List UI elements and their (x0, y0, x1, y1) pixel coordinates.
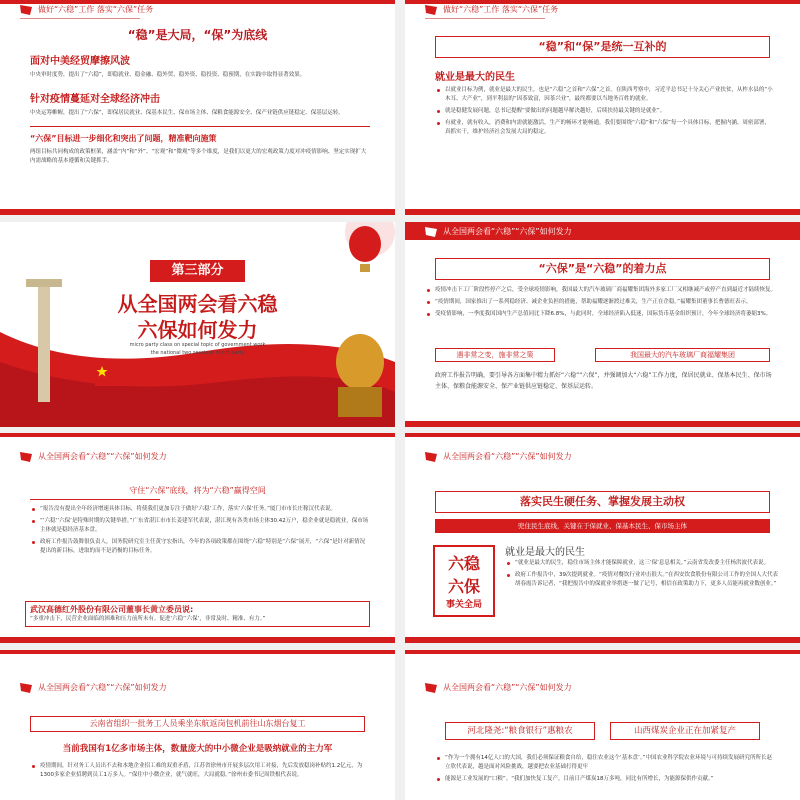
header-underline (425, 18, 545, 19)
red-banner: 兜住民生底线，关键在于保就业、保基本民生、保市场主体 (435, 519, 770, 533)
bottom-bar (0, 209, 395, 215)
slide-title: 落实民生硬任务、掌握发展主动权 (435, 491, 770, 513)
bottom-bar (405, 637, 800, 643)
bullet: 以就业目标为例，就业是最大的民生，也是“六稳”之首和“六保”之首。在陕西考察中，习近平总书记十分关心产业扶贫，从柞水县的“小木耳、大产业”，到平利县的“因茶致富，因茶兴业”，最终都要以当地务百姓的就业。 (435, 86, 775, 104)
section-text: 中央审时度势，提出了“六稳”，即稳就业、稳金融、稳外贸、稳外资、稳投资、稳预期，在实践中取得显著效果。 (30, 72, 306, 78)
bullet-list (30, 762, 370, 783)
bullet: “‘六稳’‘六保’是特殊时期的关键举措。”广东省湛江市市长姜建军代表说，湛江现有各类市场主体30.42万户，稳企业就是稳就业，保市场主体就是稳经济基本盘。 (30, 517, 370, 535)
slide-title: “稳”和“保”是统一互补的 (435, 36, 770, 58)
bottom-bar (0, 637, 395, 643)
bullet: 疫情期间，针对务工人员出不去和本地企业招工难的双重矛盾，江苏省徐州市开展多层次用工对接，先后发放稳岗补贴约1.2亿元，为1300多家企业招聘到员工1万多人。“保住中小微企业，就气就旺，大局就稳。”徐州市委书记周铁根代表说。 (30, 762, 370, 780)
section-text: 两组目标共同构成的政策框架，涵盖“内”和“外”、“宏观”和“微观”等多个维度，是我们以更大的宏观政策力度对冲疫情影响、坚定实现扩大内需战略的基本遵循和关键抓手。 (30, 149, 367, 164)
tag: 山西煤炭企业正在加紧复产 (610, 722, 760, 740)
bullet: “疫情期间，国家推出了一系列稳经济、减企业负担的措施，帮助福耀逐渐渡过难关，生产正在企稳。”福耀集团董事长曹德旺表示。 (425, 298, 780, 307)
slide-header: 从全国两会看“六稳”“六保”如何发力 (425, 226, 572, 237)
bullet-list (435, 754, 775, 787)
bullet: “作为一个拥有14亿人口的大国，我们必须保证粮食自给，稳住农业这个‘基本盘’。”中国农业科学院农业环境与可持续发展研究所所长赵立欣代表说，越是面对风险挑战，越要把农业基础打得更牢 (435, 754, 775, 772)
bullet: 有就业，就有收入，消费和内需就能激活，生产的畅环才能畅通。我们要围绕“六稳”和“六保”每一个具体目标，把握内涵、周密部署，真抓实干，维护经济社会发展大局的稳定。 (435, 119, 775, 137)
slide-4[interactable] (405, 222, 800, 427)
slide-title: 守住“六保”底线，将为“六稳”赢得空间 (129, 486, 266, 495)
tag: 我国最大的汽车玻璃厂商福耀集团 (595, 348, 770, 362)
cover-title-line1: 从全国两会看六稳 (117, 292, 278, 316)
content (30, 52, 370, 166)
side-box (433, 545, 495, 617)
top-bar (0, 650, 395, 654)
bullet: 能源是工业发展的“口粮”。“我们加快复工复产，目前日产煤炭18万多吨，同比有所增长，为能源保供作贡献。” (435, 775, 775, 784)
slide-header: 做好“六稳”工作 落实“六保”任务 (20, 4, 153, 15)
bullet: 就是稳健发展问题，总书记提醒“要做出的问题越早解决越好，后续扶持最关键的是就业”。 (435, 107, 775, 116)
balloon-icon (345, 224, 385, 284)
divider (30, 126, 370, 127)
china-flag-icon (95, 362, 135, 392)
top-bar (0, 433, 395, 437)
red-flag-icon (20, 452, 32, 462)
bullet-list (505, 559, 780, 592)
slide-2[interactable] (405, 0, 800, 215)
bullet-list (435, 86, 775, 140)
red-flag-icon (20, 5, 32, 15)
slide-header: 从全国两会看“六稳”“六保”如何发力 (20, 682, 167, 693)
quote-title: 武汉高德红外股份有限公司董事长黄立委员说: (30, 605, 194, 614)
title-underline (30, 499, 160, 500)
tag: 河北隆尧:“粮食银行”惠粮农 (445, 722, 595, 740)
section-title: 针对疫情蔓延对全球经济冲击 (30, 94, 160, 105)
subtitle: 就业是最大的民生 (505, 547, 585, 558)
subtitle: 就业是最大的民生 (435, 72, 515, 83)
slide-header: 从全国两会看“六稳”“六保”如何发力 (425, 682, 572, 693)
slide-8[interactable] (405, 650, 800, 800)
slide-header: 从全国两会看“六稳”“六保”如何发力 (20, 451, 167, 462)
white-flag-icon (425, 227, 437, 237)
bottom-bar (405, 421, 800, 427)
side-line2: 六保 (447, 577, 480, 596)
top-bar (405, 433, 800, 437)
bullet-list (30, 505, 370, 559)
slide-7[interactable] (0, 650, 395, 800)
section-title: “六保”目标进一步细化和突出了问题，精准靶向施策 (30, 134, 217, 143)
cover-title-line2: 六保如何发力 (137, 318, 258, 342)
quote-box (25, 601, 370, 627)
bullet: 政府工作报告中，39次提到就业。“疫情对餐饮行业冲击很大。”在西安饮食股份有限公司工作的全国人大代表胡春霞告诉记者，“我把报告中的保就业举措逐一做了记号，相信在政策助力下，更多人员能再就业数创业。” (505, 571, 780, 589)
slide-5[interactable] (0, 433, 395, 643)
slide-6[interactable] (405, 433, 800, 643)
cover-en-line1: micro party class on special topic of government work (129, 342, 266, 348)
caption-box: 云南省组织一批务工人员乘坐东航返岗包机前往山东烟台复工 (30, 716, 365, 732)
bullet: 政府工作报告鼓舞很负责人，国务院研究室主任黄守宏指出，今年的各项政策都在围绕“六稳”特别是“六保”展开，“六保”是针对新情况提出的新目标，进取的而不是消极的目标任务。 (30, 538, 370, 556)
top-bar (405, 650, 800, 654)
bottom-bar (405, 209, 800, 215)
red-flag-icon (425, 5, 437, 15)
slide-title: “稳”是大局，“保”为底线 (127, 28, 268, 42)
bullet: 受疫情影响，一季度我国国内生产总值同比下降6.8%，与此同时，全球经济陷入低迷，国际货币基金组织预计，今年全球经济将萎缩3%。 (425, 310, 780, 319)
slide-3-section-cover[interactable] (0, 222, 395, 427)
bullet-list (425, 286, 780, 322)
summary-paragraph: 政府工作报告明确，要引导各方面集中精力抓好“六稳”“六保”，并强调加大“六稳”工作力度，保居民就业、保基本民生、保市场主体、保粮食能源安全、保产业链供应链稳定、保基层运转。 (435, 372, 772, 390)
bullet: 疫情冲击下工厂阶段性停产之后，受全球疫情影响，我国最大的汽车玻璃厂商福耀集团海外多家工厂又相继减产或停产直到最近才陆续恢复。 (425, 286, 780, 295)
slide-1[interactable] (0, 0, 395, 215)
header-underline (20, 18, 140, 19)
slide-title: 当前我国有1亿多市场主体，数量庞大的中小微企业是吸纳就业的主力军 (62, 744, 333, 754)
quote-text: “多重冲击下，民营企业面临的困难和压力前所未有。促进‘六稳’‘六保’，非常及时、精准、有力。” (30, 616, 266, 622)
section-text: 中央运筹帷幄，提出了“六保”，即保居民就业、保基本民生、保市场主体、保粮食能源安全、保产业链供应链稳定、保基层运转。 (30, 110, 344, 116)
tag: 遇非常之变，施非常之策 (435, 348, 555, 362)
red-flag-icon (425, 683, 437, 693)
part-label: 第三部分 (150, 260, 245, 282)
section-title: 面对中美经贸摩擦风波 (30, 56, 130, 67)
side-line1: 六稳 (447, 554, 480, 573)
slide-header: 做好“六稳”工作 落实“六保”任务 (425, 4, 558, 15)
bullet: “报告没有提出全年经济增速具体目标，将使我们更加专注于做好‘六稳’工作，落实‘六保’任务。”厦门市市长庄稼汉代表说。 (30, 505, 370, 514)
bullet: “就业是最大的民生，稳住市场主体才能保障就业，这三‘保’息息相关。”云南省发改委主任杨洪波代表说。 (505, 559, 780, 568)
side-line3: 事关全局 (445, 600, 482, 610)
red-flag-icon (425, 452, 437, 462)
slide-header: 从全国两会看“六稳”“六保”如何发力 (425, 451, 572, 462)
cover-en-line2: the national two sessions micro party (150, 350, 245, 356)
red-flag-icon (20, 683, 32, 693)
slide-title: “六保”是“六稳”的着力点 (435, 258, 770, 280)
